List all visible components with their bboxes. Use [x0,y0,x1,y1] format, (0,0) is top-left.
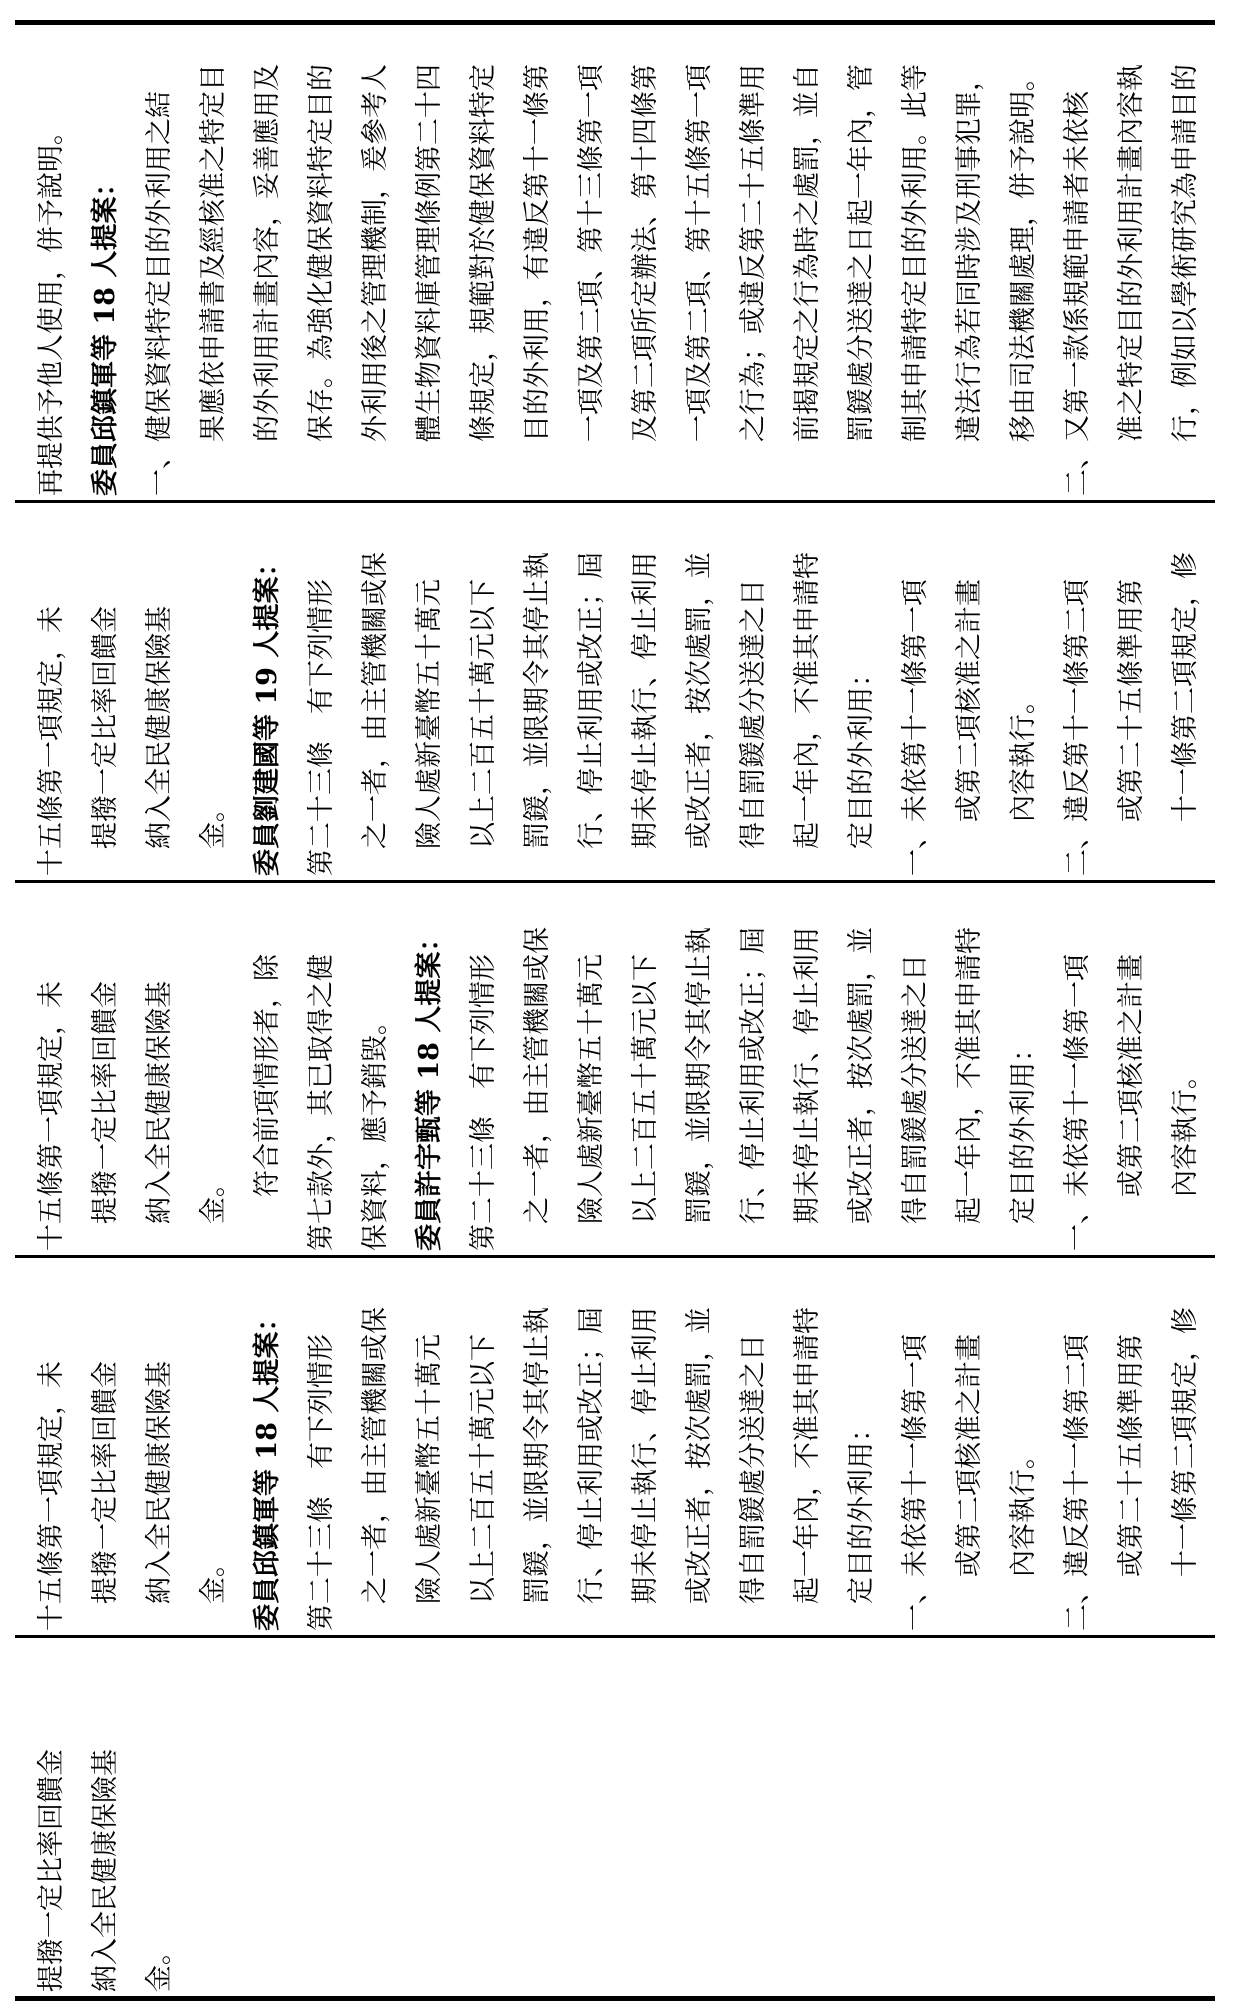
text-line: 或第二十五條準用第 [1116,1334,1147,1577]
rotated-text-column [25,31,1213,496]
text-line: 納入全民健康保險基 [144,1361,175,1604]
text-line: 定目的外利用： [846,1415,877,1604]
text-line: 第二十三條 有下列情形 [306,1334,337,1631]
rotated-text-column [25,1644,187,1992]
text-line: 提撥一定比率回饋金 [90,606,121,849]
text-line: 行、停止利用或改正；屆 [576,1307,607,1604]
text-line: 第二十三條 有下列情形 [468,954,499,1251]
text-line: 金。 [144,1938,175,1992]
text-line: 十五條第一項規定，未 [36,606,67,876]
proposal-heading: 委員邱鎮軍等 18 人提案： [252,1304,283,1631]
text-line: 險人處新臺幣五十萬元 [576,954,607,1224]
text-line: 十一條第二項規定，修 [1170,552,1201,822]
text-band-1 [15,25,1215,500]
text-line: 定目的外利用： [1008,1035,1039,1224]
text-line: 行，例如以學術研究為申請目的 [1170,64,1201,442]
text-line: 二、又第一款係規範申請者未依核 [1062,91,1093,496]
text-line: 之一者，由主管機關或保 [522,927,553,1224]
text-line: 得自罰鍰處分送達之日 [900,954,931,1224]
text-line: 一項及第二項、第十五條第一項 [684,64,715,442]
text-line: 納入全民健康保險基 [90,1749,121,1992]
text-line: 以上二百五十萬元以下 [630,954,661,1224]
text-line: 期未停止執行、停止利用 [630,1307,661,1604]
text-line: 內容執行。 [1170,1062,1201,1197]
text-line: 再提供予他人使用，併予說明。 [36,118,67,496]
text-line: 或改正者，按次處罰，並 [846,927,877,1224]
text-band-5 [15,1638,1215,1996]
text-band-4 [15,1258,1215,1635]
text-band-2 [15,503,1215,880]
text-line: 金。 [198,1170,229,1224]
text-line: 保存。為強化健保資料特定目的 [306,64,337,442]
text-line: 條規定，規範對於健保資料特定 [468,64,499,442]
text-line: 納入全民健康保險基 [144,981,175,1224]
text-line: 得自罰鍰處分送達之日 [738,1334,769,1604]
text-line: 或第二項核准之計畫 [954,1334,985,1577]
text-line: 或改正者，按次處罰，並 [684,1307,715,1604]
text-line: 符合前項情形者，除 [252,954,283,1197]
text-line: 制其申請特定目的外利用。此等 [900,64,931,442]
text-line: 的外利用計畫內容，妥善應用及 [252,64,283,442]
text-line: 目的外利用，有違反第十一條第 [522,64,553,442]
text-line: 移由司法機關處理，併予說明。 [1008,64,1039,442]
text-line: 之一者，由主管機關或保 [360,552,391,849]
text-line: 以上二百五十萬元以下 [468,1334,499,1604]
text-line: 十五條第一項規定，未 [36,1361,67,1631]
text-line: 一、健保資料特定目的外利用之結 [144,91,175,496]
text-line: 以上二百五十萬元以下 [468,579,499,849]
text-line: 期未停止執行、停止利用 [630,552,661,849]
text-line: 險人處新臺幣五十萬元 [414,579,445,849]
proposal-heading: 委員許宇甄等 18 人提案： [414,924,445,1251]
text-line: 第七款外，其已取得之健 [306,954,337,1251]
text-line: 提撥一定比率回饋金 [90,981,121,1224]
text-line: 罰鍰處分送達之日起一年內，管 [846,64,877,442]
text-line: 二、違反第十一條第二項 [1062,579,1093,876]
text-line: 十五條第一項規定，未 [36,981,67,1251]
rotated-text-column [25,1264,1213,1631]
text-line: 納入全民健康保險基 [144,606,175,849]
text-line: 金。 [198,1550,229,1604]
text-line: 外利用後之管理機制，爰參考人 [360,64,391,442]
text-line: 果應依申請書及經核准之特定目 [198,64,229,442]
text-line: 或第二項核准之計畫 [954,579,985,822]
text-line: 十一條第二項規定，修 [1170,1307,1201,1577]
text-line: 第二十三條 有下列情形 [306,579,337,876]
text-line: 或改正者，按次處罰，並 [684,552,715,849]
text-line: 一、未依第十一條第一項 [1062,954,1093,1251]
text-line: 起一年內，不准其申請特 [792,552,823,849]
bottom-rule [15,1996,1215,2001]
text-line: 前揭規定之行為時之處罰，並自 [792,64,823,442]
text-line: 提撥一定比率回饋金 [36,1749,67,1992]
text-line: 之一者，由主管機關或保 [360,1307,391,1604]
text-line: 保資料，應予銷毀。 [360,1008,391,1251]
text-line: 險人處新臺幣五十萬元 [414,1334,445,1604]
text-line: 期未停止執行、停止利用 [792,927,823,1224]
text-line: 體生物資料庫管理條例第二十四 [414,64,445,442]
rotated-text-column [25,509,1213,876]
text-line: 罰鍰，並限期令其停止執 [522,552,553,849]
text-line: 行、停止利用或改正；屆 [576,552,607,849]
text-line: 一、未依第十一條第一項 [900,579,931,876]
text-line: 定目的外利用： [846,660,877,849]
text-line: 罰鍰，並限期令其停止執 [684,927,715,1224]
text-line: 二、違反第十一條第二項 [1062,1334,1093,1631]
proposal-heading: 委員邱鎮軍等 18 人提案： [90,169,121,496]
text-line: 違法行為若同時涉及刑事犯罪， [954,64,985,442]
text-line: 起一年內，不准其申請特 [792,1307,823,1604]
rotated-text-column [25,889,1213,1251]
text-line: 內容執行。 [1008,687,1039,822]
text-line: 得自罰鍰處分送達之日 [738,579,769,849]
text-line: 起一年內，不准其申請特 [954,927,985,1224]
text-line: 行、停止利用或改正；屆 [738,927,769,1224]
text-band-3 [15,883,1215,1255]
text-line: 提撥一定比率回饋金 [90,1361,121,1604]
text-line: 一項及第二項、第十三條第一項 [576,64,607,442]
text-line: 罰鍰，並限期令其停止執 [522,1307,553,1604]
text-line: 或第二十五條準用第 [1116,579,1147,822]
text-line: 內容執行。 [1008,1442,1039,1577]
text-line: 或第二項核准之計畫 [1116,954,1147,1197]
text-line: 金。 [198,795,229,849]
text-line: 一、未依第十一條第一項 [900,1334,931,1631]
text-line: 准之特定目的外利用計畫內容執 [1116,64,1147,442]
proposal-heading: 委員劉建國等 19 人提案： [252,549,283,876]
text-line: 之行為；或違反第二十五條準用 [738,64,769,442]
text-line: 及第二項所定辦法、第十四條第 [630,64,661,442]
